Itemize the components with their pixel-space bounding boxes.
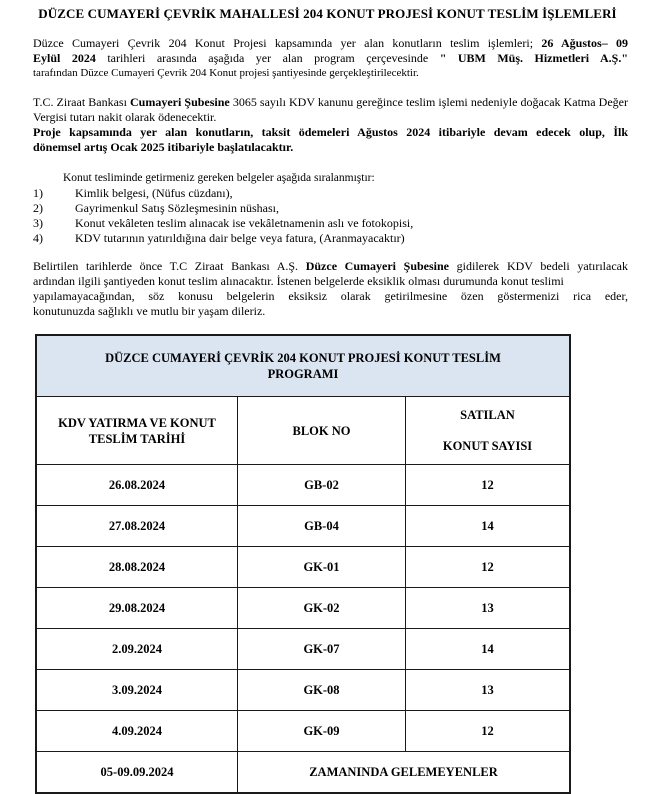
list-item: 1) Kimlik belgesi, (Nüfus cüzdanı), [33, 186, 233, 200]
cell-block: GK-01 [238, 547, 406, 588]
intro-date-range-end: Eylül 2024 [33, 51, 96, 65]
cell-count: 13 [406, 670, 571, 711]
table-row [36, 547, 570, 588]
cell-block: GK-08 [238, 670, 406, 711]
cell-count: 13 [406, 588, 571, 629]
cell-date: 29.08.2024 [36, 588, 238, 629]
closing-line-3: yapılamayacağından, söz konusu belgelerin eksiksiz olarak getirilmesine özen göstermenizi rica eder, [33, 289, 628, 303]
bank-branch: Cumayeri Şubesine [130, 95, 230, 109]
installment-line-2: dönemsel artış Ocak 2025 itibariyle başlatılacaktır. [33, 140, 294, 154]
cell-date: 26.08.2024 [36, 465, 238, 506]
installment-line-1: Proje kapsamında yer alan konutların, taksit ödemeleri Ağustos 2024 itibariyle devam edecek olup, İlk [33, 125, 628, 139]
closing-line-4: konutunuzda sağlıklı ve mutlu bir yaşam dileriz. [33, 304, 266, 318]
list-item: 3) Konut vekâleten teslim alınacak ise vekâletnamenin aslı ve fotokopisi, [33, 216, 414, 230]
cell-late-note: ZAMANINDA GELEMEYENLER [238, 752, 571, 794]
cell-count: 14 [406, 506, 571, 547]
col-header-block: BLOK NO [238, 397, 406, 465]
kdv-paragraph [33, 95, 628, 125]
table-row [36, 711, 570, 752]
table-row [36, 506, 570, 547]
delivery-schedule-table [35, 334, 571, 794]
closing-text-1: Belirtilen tarihlerde önce T.C Ziraat Bankası A.Ş. [33, 259, 306, 273]
intro-date-range-start: 26 Ağustos– 09 [541, 36, 629, 50]
intro-text-2: tarihleri arasında aşağıda yer alan program çerçevesinde [95, 51, 440, 65]
closing-paragraph [33, 259, 628, 319]
company-name: " UBM Müş. Hizmetleri A.Ş." [439, 51, 628, 65]
list-item: 4) KDV tutarının yatırıldığına dair belge veya fatura, (Aranmayacaktır) [33, 231, 405, 245]
table-row [36, 670, 570, 711]
intro-paragraph [33, 36, 628, 81]
table-row [36, 629, 570, 670]
documents-intro: Konut tesliminde getirmeniz gereken belgeler aşağıda sıralanmıştır: [63, 172, 375, 184]
closing-line-2: ardından ilgili şantiyeden konut teslim alınacaktır. İstenen belgelerde eksiklik olması durumunda konut teslimi [33, 274, 564, 288]
cell-date: 2.09.2024 [36, 629, 238, 670]
cell-date: 28.08.2024 [36, 547, 238, 588]
kdv-text-1: T.C. Ziraat Bankası [33, 95, 130, 109]
cell-block: GK-07 [238, 629, 406, 670]
table-header-row [36, 397, 570, 465]
installment-paragraph [33, 125, 628, 155]
closing-text-2: gidilerek KDV bedeli yatırılacak [449, 259, 628, 273]
list-item: 2) Gayrimenkul Satış Sözleşmesinin nüshası, [33, 201, 279, 215]
table-row-late [36, 752, 570, 794]
col-header-date: KDV YATIRMA VE KONUT TESLİM TARİHİ [36, 397, 238, 465]
cell-block: GB-04 [238, 506, 406, 547]
table-row [36, 465, 570, 506]
cell-count: 12 [406, 711, 571, 752]
cell-date: 4.09.2024 [36, 711, 238, 752]
table-title-row [36, 335, 570, 397]
intro-text-3: tarafından Düzce Cumayeri Çevrik 204 Konut projesi şantiyesinde gerçekleştirilecektir. [33, 67, 419, 79]
table-title: DÜZCE CUMAYERİ ÇEVRİK 204 KONUT PROJESİ KONUT TESLİM PROGRAMI [36, 335, 570, 397]
bank-branch-2: Düzce Cumayeri Şubesine [305, 259, 449, 273]
cell-count: 14 [406, 629, 571, 670]
cell-date: 05-09.09.2024 [36, 752, 238, 794]
cell-count: 12 [406, 465, 571, 506]
intro-text-1: Düzce Cumayeri Çevrik 204 Konut Projesi kapsamında yer alan konutların teslim işlemleri; [33, 36, 542, 50]
kdv-text-2: 3065 sayılı KDV kanunu gereğince teslim işlemi nedeniyle doğacak Katma Değer Vergisi tutarı nakit olarak ödenecektir. [33, 95, 628, 124]
col-header-count: SATILAN KONUT SAYISI [406, 397, 571, 465]
cell-date: 27.08.2024 [36, 506, 238, 547]
cell-block: GK-02 [238, 588, 406, 629]
table-row [36, 588, 570, 629]
cell-count: 12 [406, 547, 571, 588]
document-title: DÜZCE CUMAYERİ ÇEVRİK MAHALLESİ 204 KONUT PROJESİ KONUT TESLİM İŞLEMLERİ [38, 6, 617, 21]
cell-block: GK-09 [238, 711, 406, 752]
required-documents [33, 171, 593, 246]
cell-date: 3.09.2024 [36, 670, 238, 711]
cell-block: GB-02 [238, 465, 406, 506]
